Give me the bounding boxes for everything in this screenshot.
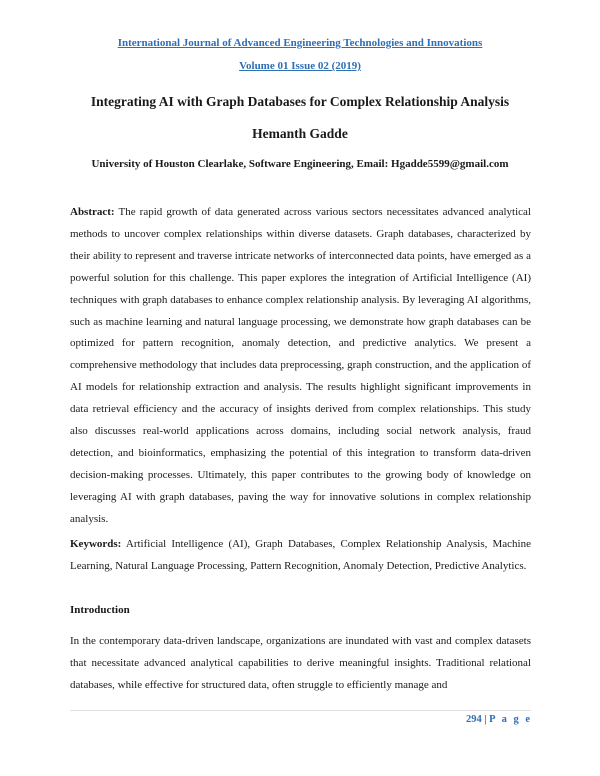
introduction-heading: Introduction (70, 604, 130, 616)
journal-volume-issue[interactable]: Volume 01 Issue 02 (2019) (239, 60, 361, 72)
author-affiliation: University of Houston Clearlake, Software Engineering, Email: Hgadde5599@gmail.com (91, 158, 509, 170)
journal-name[interactable]: International Journal of Advanced Engineering Technologies and Innovations (117, 37, 483, 49)
abstract (70, 202, 531, 531)
author-name: Hemanth Gadde (252, 126, 348, 141)
keywords-label: Keywords: (70, 538, 122, 550)
footer-divider (70, 710, 531, 711)
page-number-label: P a g e (489, 714, 532, 725)
paper-title: Integrating AI with Graph Databases for Complex Relationship Analysis (90, 94, 510, 109)
page-number (466, 714, 532, 725)
page-number-separator: | (484, 714, 487, 725)
keywords-text: Artificial Intelligence (AI), Graph Databases, Complex Relationship Analysis, Machine Learning, Natural Language Processing, Pattern Recognition, Anomaly Detection, Predictive Analytics. (70, 538, 531, 572)
keywords (70, 534, 531, 578)
introduction-paragraph: In the contemporary data-driven landscape, organizations are inundated with vast and complex datasets that necessitate advanced analytical capabilities to derive meaningful insights. Traditional relational databases, while effective for structured data, often struggle to efficiently manage and (70, 635, 531, 691)
abstract-text: The rapid growth of data generated across various sectors necessitates advanced analytical methods to uncover complex relationships within diverse datasets. Graph databases, characterized by their ability to represent and traverse intricate networks of interconnected data points, have emerged as a powerful solution for this challenge. This paper explores the integration of Artificial Intelligence (AI) techniques with graph databases to enhance complex relationship analysis. By leveraging AI algorithms, such as machine learning and natural language processing, we demonstrate how graph databases can be optimized for pattern recognition, anomaly detection, and predictive analytics. We present a comprehensive methodology that includes data preprocessing, graph construction, and the application of AI models for relationship extraction and analysis. The results highlight significant improvements in data retrieval efficiency and the accuracy of insights derived from complex relationships. This study also discusses real-world applications across domains, including social network analysis, fraud detection, and bioinformatics, emphasizing the potential of this integration to transform data-driven decision-making processes. Ultimately, this paper contributes to the growing body of knowledge on leveraging AI with graph databases, paving the way for innovative solutions in complex relationship analysis. (70, 206, 531, 525)
abstract-label: Abstract: (70, 206, 115, 218)
page-number-value: 294 (466, 714, 482, 725)
